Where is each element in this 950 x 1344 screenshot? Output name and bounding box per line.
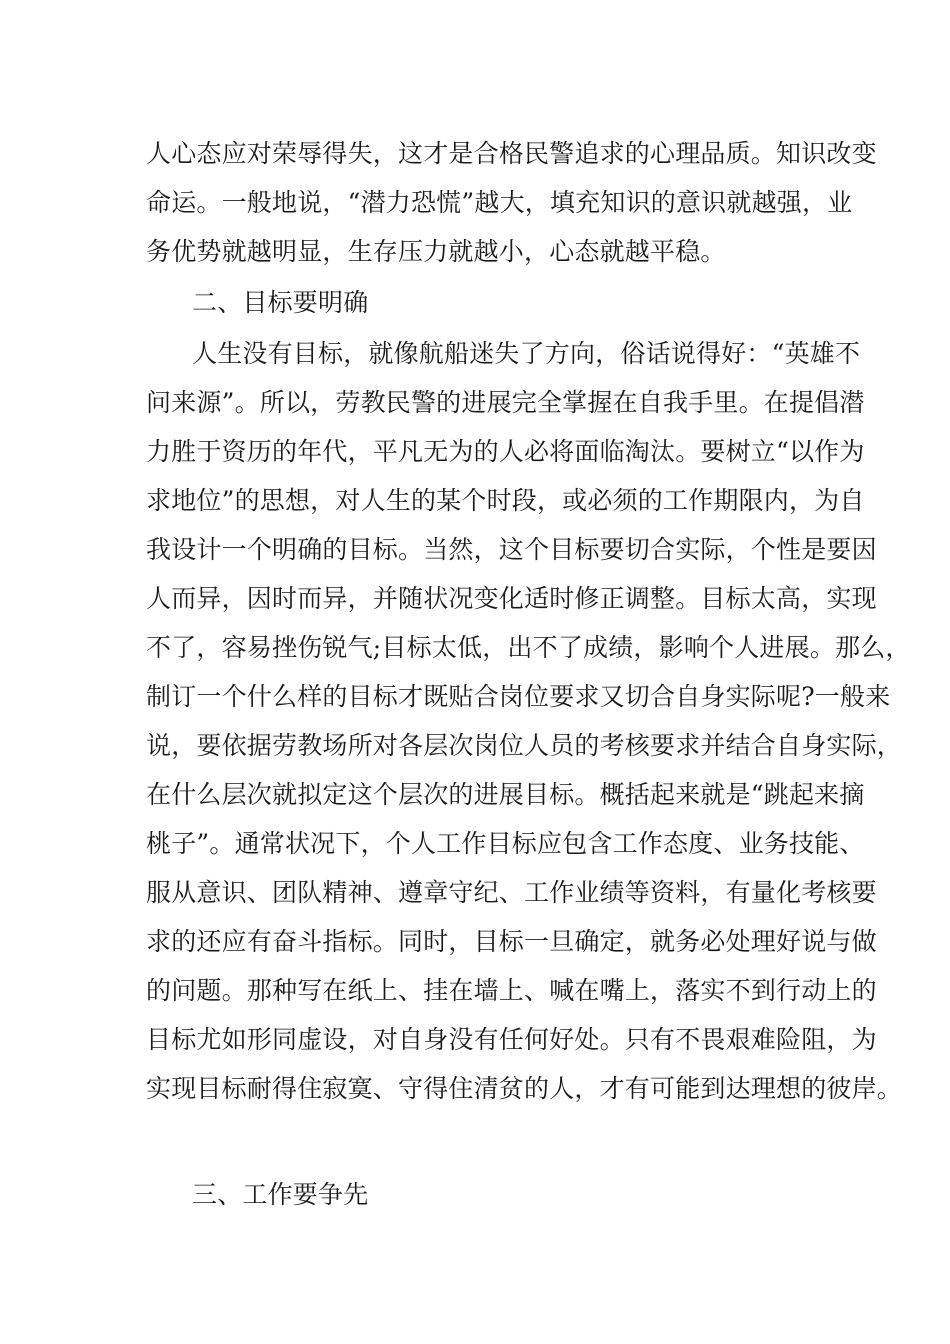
- body-text-line: 求的还应有奋斗指标。同时，目标一旦确定，就务必处理好说与做: [146, 927, 877, 956]
- body-text-line: 我设计一个明确的目标。当然，这个目标要切合实际，个性是要因: [146, 535, 877, 564]
- body-text-line: 人心态应对荣辱得失，这才是合格民警追求的心理品质。知识改变: [146, 139, 877, 168]
- body-text-line: 命运。一般地说，“潜力恐慌”越大，填充知识的意识就越强，业: [146, 188, 853, 217]
- body-text-line: 求地位”的思想，对人生的某个时段，或必须的工作期限内，为自: [146, 486, 865, 515]
- body-text-line: 服从意识、团队精神、遵章守纪、工作业绩等资料，有量化考核要: [146, 878, 877, 907]
- body-text-line: 不了，容易挫伤锐气;目标太低，出不了成绩，影响个人进展。那么，: [146, 633, 911, 662]
- body-text-line: 的问题。那种写在纸上、挂在墙上、喊在嘴上，落实不到行动上的: [146, 976, 877, 1005]
- body-text-line: 在什么层次就拟定这个层次的进展目标。概括起来就是“跳起来摘: [146, 780, 865, 809]
- body-text-line: 务优势就越明显，生存压力就越小，心态就越平稳。: [146, 237, 726, 266]
- body-text-line: 说，要依据劳教场所对各层次岗位人员的考核要求并结合自身实际，: [146, 731, 903, 760]
- body-text-line: 力胜于资历的年代，平凡无为的人必将面临淘汰。要树立“以作为: [146, 437, 865, 466]
- body-text-line: 实现目标耐得住寂寞、守得住清贫的人，才有可能到达理想的彼岸。: [146, 1074, 903, 1103]
- body-text-line: 桃子”。通常状况下，个人工作目标应包含工作态度、业务技能、: [146, 829, 865, 858]
- body-text-line: 问来源”。所以，劳教民警的进展完全掌握在自我手里。在提倡潜: [146, 388, 865, 417]
- body-text-line: 目标尤如形同虚设，对自身没有任何好处。只有不畏艰难险阻，为: [146, 1025, 877, 1054]
- body-text-line: 人生没有目标，就像航船迷失了方向，俗话说得好：“英雄不: [192, 339, 861, 368]
- body-text-line: 制订一个什么样的目标才既贴合岗位要求又切合自身实际呢?一般来: [146, 682, 891, 711]
- section-heading: 三、工作要争先: [192, 1180, 369, 1209]
- body-text-line: 人而异，因时而异，并随状况变化适时修正调整。目标太高，实现: [146, 584, 877, 613]
- section-heading: 二、目标要明确: [192, 288, 369, 317]
